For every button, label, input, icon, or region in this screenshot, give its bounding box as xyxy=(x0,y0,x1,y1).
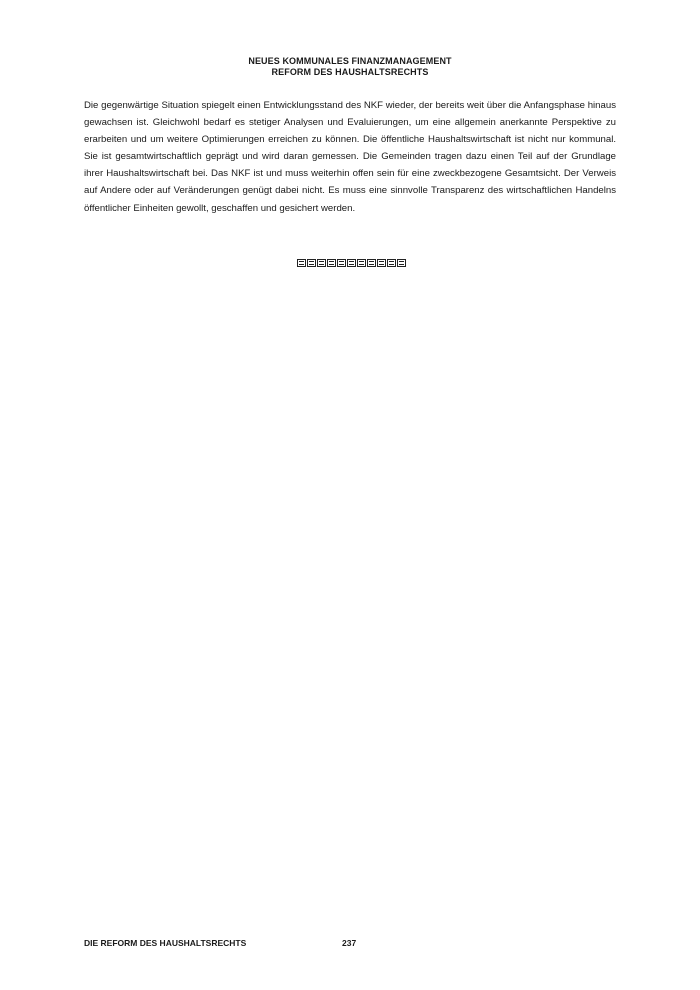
page-header xyxy=(0,56,700,78)
ornament-segment xyxy=(297,259,306,267)
ornament-segment xyxy=(317,259,326,267)
page-number: 237 xyxy=(342,938,357,948)
ornament-segment xyxy=(357,259,366,267)
header-line-1: NEUES KOMMUNALES FINANZMANAGEMENT xyxy=(248,56,452,66)
ornament-segment xyxy=(307,259,316,267)
footer-title: DIE REFORM DES HAUSHALTSRECHTS xyxy=(84,938,247,948)
ornament-segment xyxy=(327,259,336,267)
body-paragraph: Die gegenwärtige Situation spiegelt einen Entwicklungsstand des NKF wieder, der bereits weit über die Anfangsphase hinaus gewachsen ist. Gleichwohl bedarf es stetiger Analysen und Evaluierungen, um eine allgemein anerkannte Perspektive zu erarbeiten und um weitere Optimierungen erreichen zu können. Die öffentliche Haushaltswirtschaft ist nicht nur kommunal. Sie ist gesamtwirtschaftlich geprägt und wird daran gemessen. Die Gemeinden tragen dazu einen Teil auf der Grundlage ihrer Haushaltswirtschaft bei. Das NKF ist und muss weiterhin offen sein für eine zweckbezogene Gesamtsicht. Der Verweis auf Andere oder auf Veränderungen genügt dabei nicht. Es muss eine sinnvolle Transparenz des wirtschaftlichen Handelns öffentlicher Einheiten gewollt, geschaffen und gesichert werden. xyxy=(84,100,616,214)
ornament-segment xyxy=(347,259,356,267)
ornament-segment xyxy=(367,259,376,267)
chain-ornament-icon xyxy=(297,259,407,269)
ornament-segment xyxy=(397,259,406,267)
ornament-segment xyxy=(377,259,386,267)
body-text xyxy=(84,97,616,217)
ornament-segment xyxy=(337,259,346,267)
header-line-2: REFORM DES HAUSHALTSRECHTS xyxy=(271,67,429,77)
ornament-segment xyxy=(387,259,396,267)
